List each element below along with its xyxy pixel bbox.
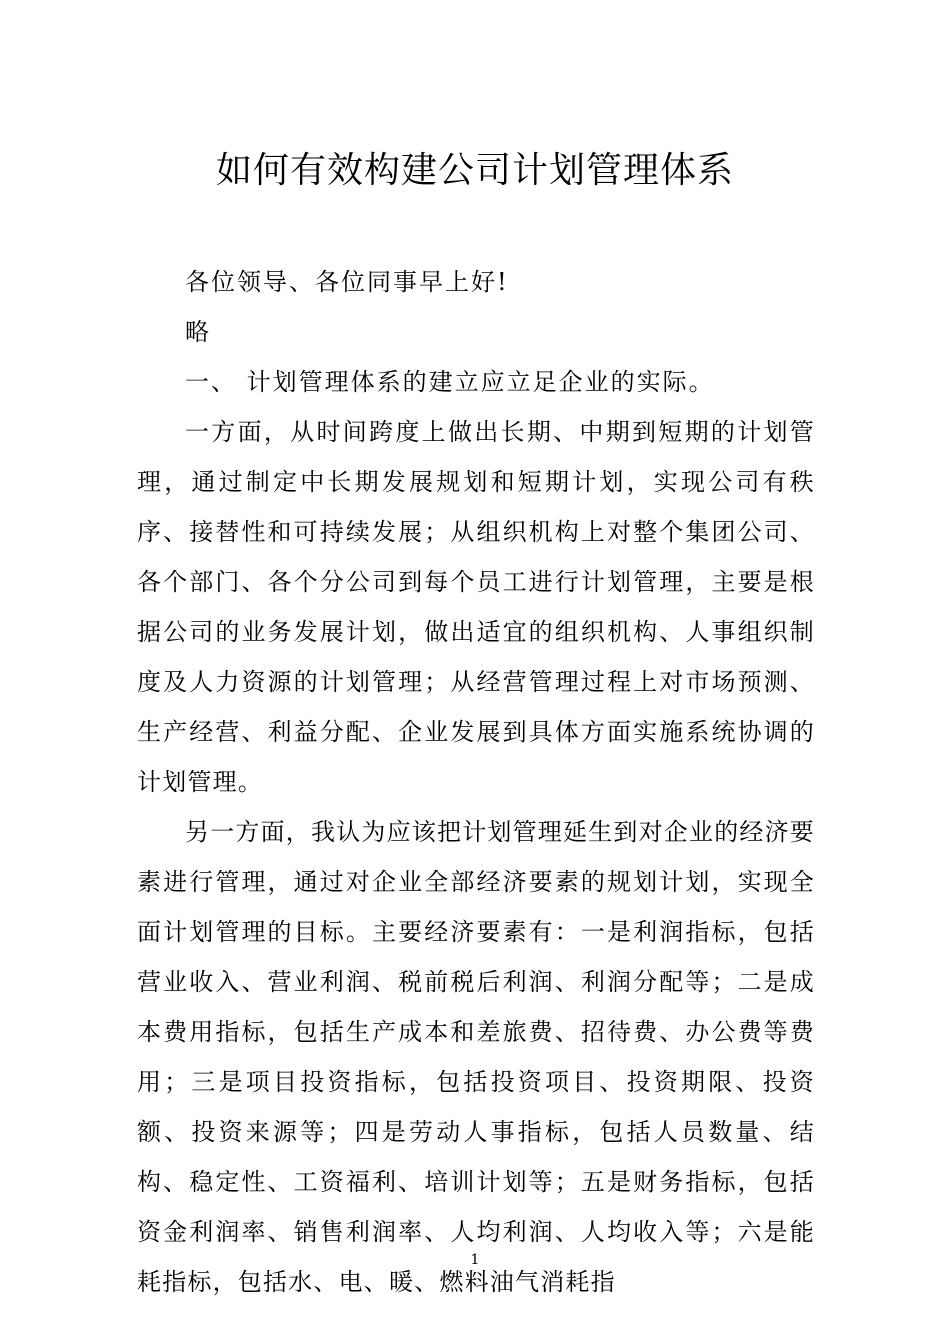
document-body — [137, 257, 815, 1307]
greeting-paragraph: 各位领导、各位同事早上好! — [185, 268, 509, 296]
page-number: 1 — [470, 1252, 480, 1268]
omitted-paragraph: 略 — [185, 318, 211, 346]
section-heading-1: 一、 计划管理体系的建立应立足企业的实际。 — [185, 368, 715, 396]
document-title: 如何有效构建公司计划管理体系 — [215, 150, 734, 191]
body-paragraph-1: 一方面，从时间跨度上做出长期、中期到短期的计划管理，通过制定中长期发展规划和短期计划，实现公司有秩序、接替性和可持续发展；从组织机构上对整个集团公司、各个部门、各个分公司到每个员工进行计划管理，主要是根据公司的业务发展计划，做出适宜的组织机构、人事组织制度及人力资源的计划管理；从经营管理过程上对市场预测、生产经营、利益分配、企业发展到具体方面实施系统协调的计划管理。 — [137, 418, 815, 796]
body-paragraph-2: 另一方面，我认为应该把计划管理延生到对企业的经济要素进行管理，通过对企业全部经济要素的规划计划，实现全面计划管理的目标。主要经济要素有：一是利润指标，包括营业收入、营业利润、税前税后利润、利润分配等；二是成本费用指标，包括生产成本和差旅费、招待费、办公费等费用；三是项目投资指标，包括投资项目、投资期限、投资额、投资来源等；四是劳动人事指标，包括人员数量、结构、稳定性、工资福利、培训计划等；五是财务指标，包括资金利润率、销售利润率、人均利润、人均收入等；六是能耗指标，包括水、电、暖、燃料油气消耗指 — [137, 818, 815, 1296]
